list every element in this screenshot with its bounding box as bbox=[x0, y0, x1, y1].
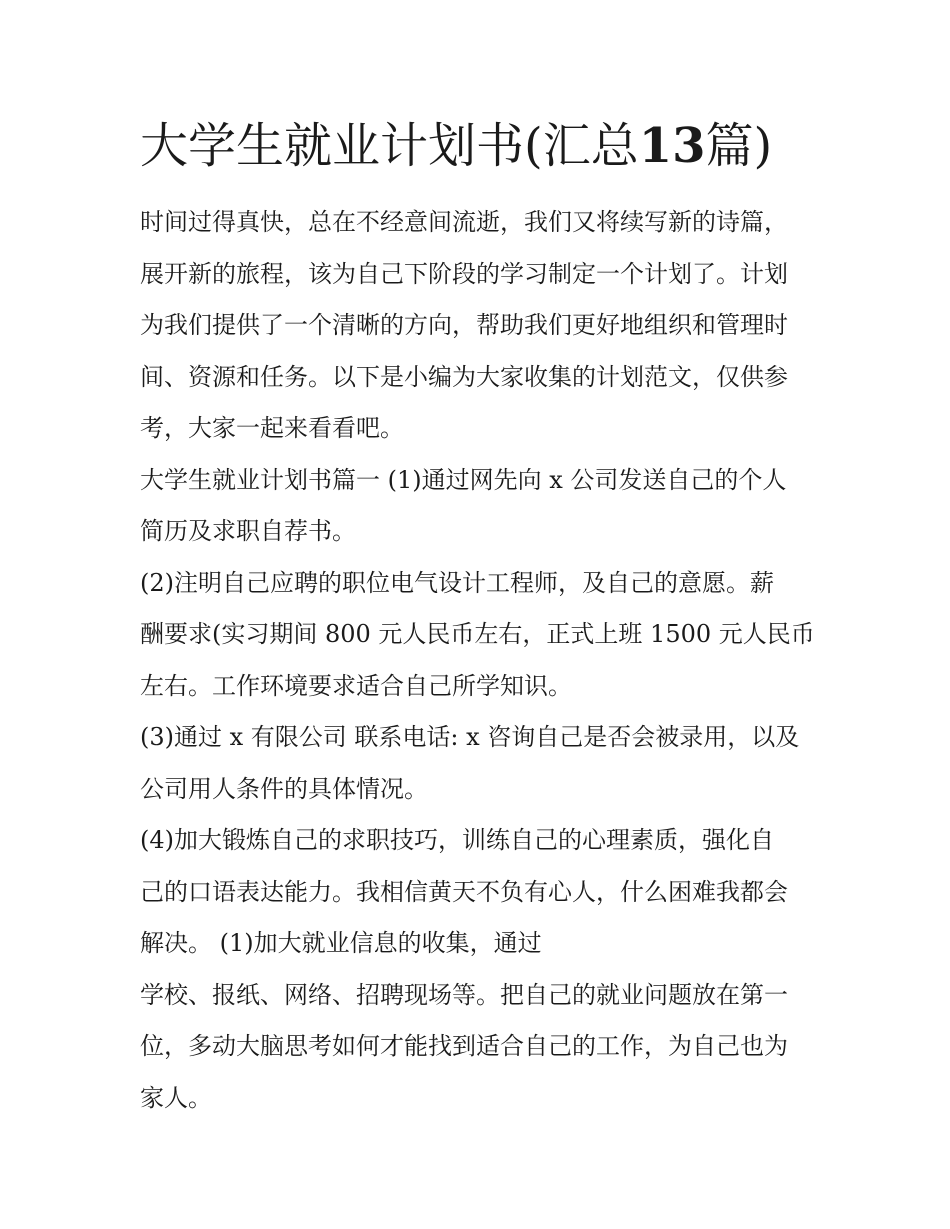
title-main: 大学生就业计划书(汇总 bbox=[140, 118, 639, 174]
text-line: 大学生就业计划书篇一 (1)通过网先向 x 公司发送自己的个人 bbox=[140, 465, 787, 494]
text-line: 时间过得真快，总在不经意间流逝，我们又将续写新的诗篇， bbox=[140, 208, 788, 236]
title-end: 篇) bbox=[705, 118, 773, 174]
text-line: 展开新的旅程，该为自己下阶段的学习制定一个计划了。计划 bbox=[140, 259, 788, 288]
text-line: 家人。 bbox=[140, 1083, 212, 1112]
text-line: 左右。工作环境要求适合自己所学知识。 bbox=[140, 671, 572, 700]
text-line: 为我们提供了一个清晰的方向，帮助我们更好地组织和管理时 bbox=[140, 311, 788, 339]
text-line: (2)注明自己应聘的职位电气设计工程师，及自己的意愿。薪 bbox=[140, 568, 774, 597]
text-line: (4)加大锻炼自己的求职技巧，训练自己的心理素质，强化自 bbox=[140, 826, 774, 854]
text-line: 酬要求(实习期间 800 元人民币左右，正式上班 1500 元人民币 bbox=[140, 620, 815, 648]
text-line: 解决。 (1)加大就业信息的收集，通过 bbox=[140, 929, 542, 957]
text-line: 公司用人条件的具体情况。 bbox=[140, 774, 428, 803]
text-line: 间、资源和任务。以下是小编为大家收集的计划范文，仅供参 bbox=[140, 362, 788, 391]
page-title bbox=[140, 114, 840, 178]
document-body bbox=[140, 197, 815, 1124]
text-line: 考，大家一起来看看吧。 bbox=[140, 414, 404, 442]
text-line: 简历及求职自荐书。 bbox=[140, 517, 356, 545]
text-line: 位，多动大脑思考如何才能找到适合自己的工作，为自己也为 bbox=[140, 1032, 788, 1060]
text-line: (3)通过 x 有限公司 联系电话: x 咨询自己是否会被录用，以及 bbox=[140, 723, 800, 751]
text-line: 己的口语表达能力。我相信黄天不负有心人，什么困难我都会 bbox=[140, 877, 788, 906]
title-number: 13 bbox=[638, 118, 706, 174]
text-line: 学校、报纸、网络、招聘现场等。把自己的就业问题放在第一 bbox=[140, 980, 788, 1009]
